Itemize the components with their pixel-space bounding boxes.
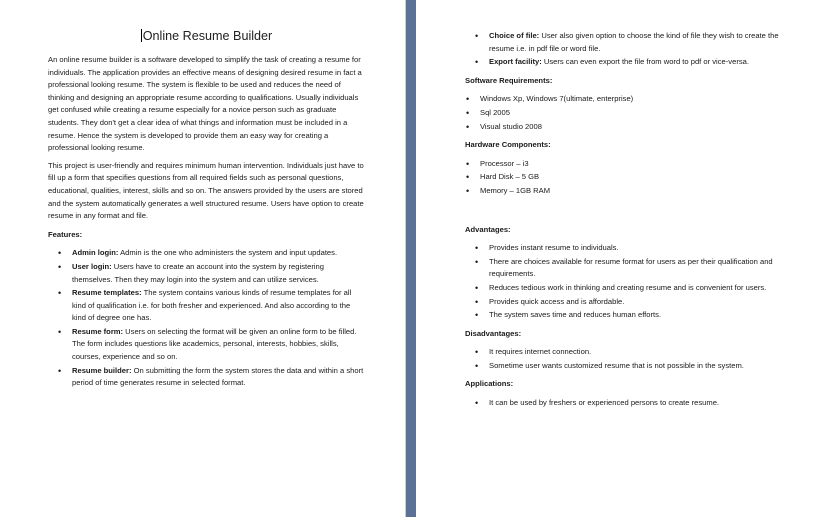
- feature-item: [489, 56, 785, 69]
- feature-item: [72, 326, 365, 364]
- page-gutter: [406, 0, 416, 517]
- advantage-item: • Provides quick access and is affordable.: [489, 296, 785, 309]
- features-list-continued: [465, 30, 785, 69]
- software-item: • Windows Xp, Windows 7(ultimate, enterprise): [480, 93, 785, 106]
- feature-text: User also given option to choose the kind of file they wish to create the resume i.e. in pdf file or word file.: [489, 31, 779, 53]
- blank-line: [465, 204, 785, 218]
- feature-text: The system contains various kinds of resume templates for all kind of qualification i.e. for both fresher and experienced. And also according to the kind of degree one has.: [72, 288, 352, 323]
- intro-paragraph: An online resume builder is a software developed to simplify the task of creating a resume for individuals. The application provides an effective means of designing desired resume in fact a professional looking resume. The system is flexible to be used and reduces the need of thinking and designing an appropriate resume according to qualifications. Usually individuals get confused while creating a resume especially for a novice person such as graduate students. They don't get a clear idea of what things and information must be included in a resume. Hence the system is developed to provide them an easy way for creating a professional looking resume.: [48, 55, 362, 153]
- disadvantage-item: • It requires internet connection.: [489, 346, 785, 359]
- text-cursor: [141, 29, 142, 42]
- applications-heading: Applications:: [465, 379, 514, 389]
- description-paragraph: This project is user-friendly and requires minimum human intervention. Individuals just have to fill up a form that specifies questions from all required fields such as personal questions, educational, qualities, interest, skills and so on. The answers provided by the users are stored and the system automatically generates a well structured resume. Users have option to create resume in any format and file.: [48, 160, 364, 221]
- software-list: [465, 93, 785, 133]
- document-page-right[interactable]: [416, 0, 825, 517]
- software-item: • Sql 2005: [480, 107, 785, 120]
- feature-text: On submitting the form the system stores the data and within a short period of time generates resume in selected format.: [72, 365, 364, 388]
- advantages-list: [465, 242, 785, 322]
- feature-item: [72, 365, 365, 390]
- hardware-heading: Hardware Components:: [465, 140, 551, 150]
- hardware-list: [465, 158, 785, 198]
- hardware-item: • Memory – 1GB RAM: [480, 185, 785, 198]
- document-title: [48, 28, 365, 44]
- application-item: • It can be used by freshers or experienced persons to create resume.: [489, 397, 785, 410]
- disadvantages-list: [465, 346, 785, 372]
- applications-list: [465, 397, 785, 410]
- feature-term: Export facility:: [489, 57, 542, 67]
- feature-term: Resume form:: [72, 326, 124, 336]
- document-page-left[interactable]: [0, 0, 406, 517]
- feature-text: Users can even export the file from word to pdf or vice-versa.: [541, 57, 749, 67]
- software-item: • Visual studio 2008: [480, 121, 785, 134]
- hardware-item: • Hard Disk – 5 GB: [480, 171, 785, 184]
- feature-text: Users on selecting the format will be given an online form to be filled. The form includes questions like academics, personal, interests, hobbies, skills, courses, experience and so on.: [72, 326, 357, 362]
- advantage-item: • The system saves time and reduces human efforts.: [489, 309, 785, 322]
- disadvantages-heading: Disadvantages:: [465, 328, 522, 338]
- feature-item: [72, 287, 365, 325]
- disadvantage-item: • Sometime user wants customized resume that is not possible in the system.: [489, 360, 785, 373]
- feature-item: [72, 247, 365, 260]
- advantages-heading: Advantages:: [465, 224, 511, 234]
- advantage-item: • Reduces tedious work in thinking and creating resume and is convenient for users.: [489, 282, 785, 295]
- features-list: [48, 247, 365, 390]
- advantage-item: • There are choices available for resume format for users as per their qualification and requirements.: [489, 256, 785, 281]
- software-heading: Software Requirements:: [465, 75, 553, 85]
- feature-item: [72, 261, 365, 286]
- feature-text: Users have to create an account into the system by registering themselves. Then they may login into the system and can utilize services.: [72, 261, 324, 284]
- feature-term: Admin login:: [72, 248, 119, 258]
- feature-term: Resume builder:: [72, 365, 132, 375]
- feature-term: User login:: [72, 261, 112, 271]
- feature-item: [489, 30, 785, 55]
- advantage-item: • Provides instant resume to individuals.: [489, 242, 785, 255]
- hardware-item: • Processor – i3: [480, 158, 785, 171]
- feature-term: Resume templates:: [72, 288, 142, 298]
- feature-text: Admin is the one who administers the system and input updates.: [118, 248, 338, 258]
- features-heading: Features:: [48, 229, 83, 239]
- title-text: Online Resume Builder: [142, 29, 273, 43]
- feature-term: Choice of file:: [489, 31, 540, 40]
